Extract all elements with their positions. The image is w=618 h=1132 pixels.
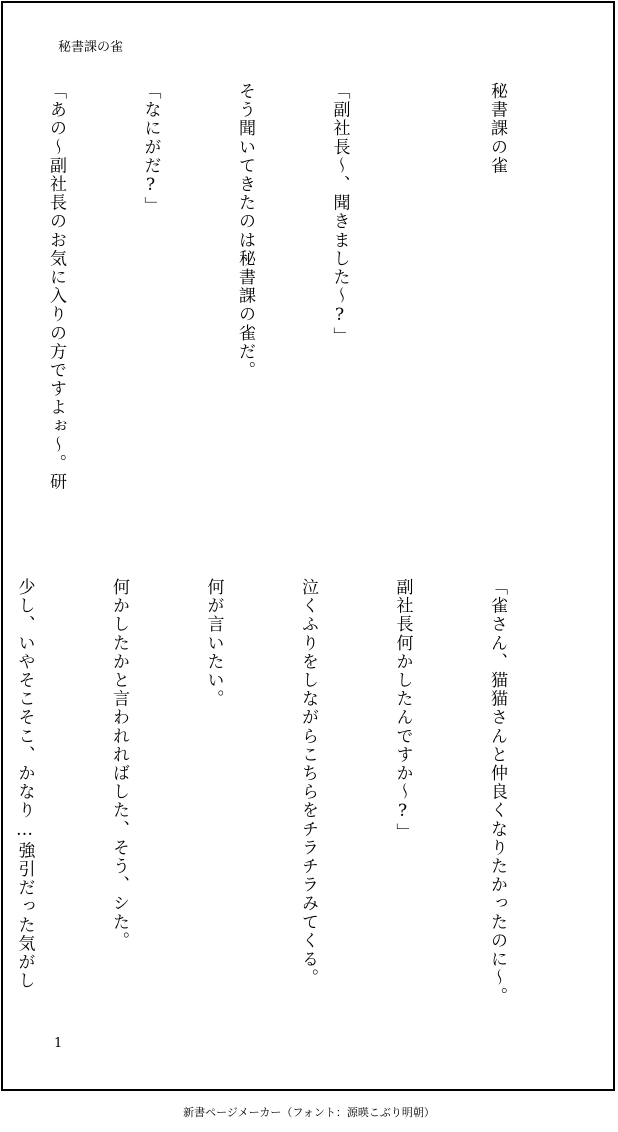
text-line: 副社長何かしたんですか〜?」	[392, 578, 413, 842]
text-line: 少し、いやそこそこ、かなり…強引だった気がし	[14, 578, 35, 991]
text-line: 何かしたかと言われればした、そう、シた。	[109, 578, 129, 950]
text-line: そう聞いてきたのは秘書課の雀だ。	[235, 82, 255, 380]
text-block-upper	[0, 82, 575, 552]
text-line: 泣くふりをしながらこちらをチラチラみてくる。	[298, 578, 318, 988]
footer-caption: 新書ページメーカー（フォント：源暎こぶり明朝）	[183, 1106, 435, 1119]
chapter-heading: 秘書課の雀	[487, 82, 507, 175]
text-line: 何が言いたい。	[203, 578, 224, 709]
text-line: 「副社長〜、聞きました〜?」	[329, 82, 350, 346]
page-number: 1	[54, 1036, 63, 1051]
text-line: 「雀さん、猫猫さんと仲良くなりたかったのに〜。	[487, 578, 507, 1006]
text-block-lower	[0, 578, 575, 1018]
text-line: 「あの〜副社長のお気に入りの方ですよぉ〜。研	[46, 82, 66, 492]
text-line: 「なにがだ?」	[140, 82, 161, 216]
running-title: 秘書課の雀	[58, 40, 124, 55]
